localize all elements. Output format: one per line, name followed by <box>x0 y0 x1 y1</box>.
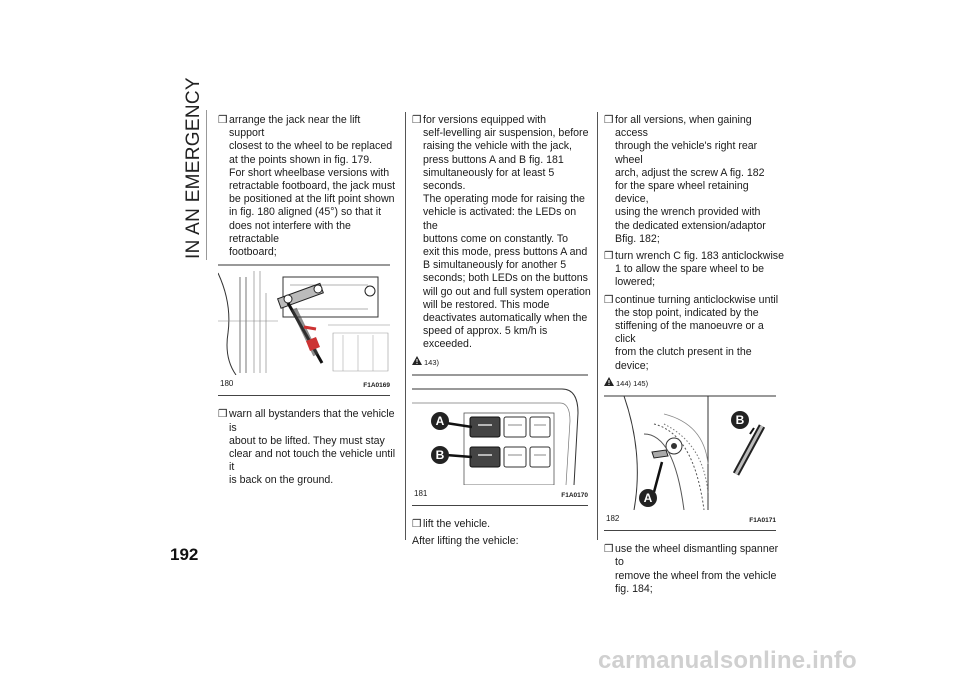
warning-reference-text: 144) 145) <box>616 378 649 388</box>
warning-reference <box>604 377 784 390</box>
spare-wheel-wrench-illustration <box>604 394 776 510</box>
warning-reference-text: 143) <box>424 357 440 367</box>
figure-number: 180 <box>220 379 234 389</box>
page-number: 192 <box>170 545 199 564</box>
list-item <box>412 114 592 352</box>
list-item-text: use the wheel dismantling spanner to remove the wheel from the vehicle fig. 184; <box>615 543 779 595</box>
callout-a-label: A <box>435 413 445 428</box>
callout-b-label: B <box>735 413 745 428</box>
callout-b-label: B <box>435 447 445 462</box>
checkbox-bullet-icon: ❒ <box>604 114 614 126</box>
list-item-text: for all versions, when gaining access through the vehicle's right rear wheel arch, adjust the screw A fig. 182 for the spare wheel retaining device, using the wrench provided with the dedicated extension/adaptor Bfig. 182; <box>615 114 766 245</box>
section-title-text: IN AN EMERGENCY <box>183 77 204 259</box>
warning-triangle-icon <box>412 356 422 365</box>
column-3 <box>604 114 784 600</box>
list-item <box>412 518 592 531</box>
paragraph-text: After lifting the vehicle: <box>412 535 519 548</box>
list-item-text: for versions equipped with self-levelling air suspension, before raising the vehicle with the jack, press buttons A and B fig. 181 simultaneously for at least 5 seconds. The operating mode for raising the vehicle is activated: the LEDs on the buttons come on constantly. To exit this mode, press buttons A and B simultaneously for another 5 seconds; both LEDs on the buttons will go out and full system operation will be restored. This mode deactivates automatically when the speed of approx. 5 km/h is exceeded. <box>423 114 591 351</box>
list-item-text: continue turning anticlockwise until the stop point, indicated by the stiffening of the manoeuvre or a click from the clutch present in the device; <box>615 293 779 372</box>
list-item-text: warn all bystanders that the vehicle is about to be lifted. They must stay clear and not touch the vehicle until it is back on the ground. <box>229 408 396 487</box>
checkbox-bullet-icon: ❒ <box>412 114 422 126</box>
section-title-divider <box>206 110 207 260</box>
figure-182 <box>604 394 776 531</box>
figure-181 <box>412 373 588 506</box>
jack-position-illustration <box>218 263 390 375</box>
figure-180 <box>218 263 390 396</box>
checkbox-bullet-icon: ❒ <box>218 114 228 126</box>
figure-number: 182 <box>606 514 620 524</box>
column-2 <box>412 114 592 548</box>
list-item <box>218 408 398 487</box>
column-divider-2 <box>597 112 598 540</box>
figure-number: 181 <box>414 488 428 498</box>
list-item-text: lift the vehicle. <box>423 518 491 531</box>
warning-triangle-icon <box>604 377 614 386</box>
list-item <box>218 114 398 259</box>
buttons-a-b-illustration <box>412 373 588 485</box>
checkbox-bullet-icon: ❒ <box>412 518 422 531</box>
figure-code: F1A0170 <box>561 491 588 499</box>
figure-code: F1A0171 <box>749 517 776 525</box>
list-item-text: turn wrench C fig. 183 anticlockwise 1 to allow the spare wheel to be lowered; <box>615 250 784 289</box>
warning-reference <box>412 356 592 369</box>
checkbox-bullet-icon: ❒ <box>604 293 614 306</box>
column-divider-1 <box>405 112 406 540</box>
list-item <box>604 543 784 596</box>
checkbox-bullet-icon: ❒ <box>218 408 228 421</box>
figure-code: F1A0169 <box>363 382 390 390</box>
list-item <box>604 250 784 290</box>
list-item <box>604 114 784 246</box>
watermark: carmanualsonline.info <box>598 647 857 674</box>
section-title <box>180 77 208 260</box>
list-item <box>604 294 784 373</box>
callout-a-label: A <box>643 491 653 506</box>
list-item-text: arrange the jack near the lift support closest to the wheel to be replaced at the points shown in fig. 179. For short wheelbase versions with retractable footboard, the jack must be positioned at the lift point shown in fig. 180 aligned (45°) so that it does not interfere with the retractable footboard; <box>229 114 396 259</box>
column-1 <box>218 114 398 492</box>
checkbox-bullet-icon: ❒ <box>604 543 614 556</box>
checkbox-bullet-icon: ❒ <box>604 250 614 263</box>
